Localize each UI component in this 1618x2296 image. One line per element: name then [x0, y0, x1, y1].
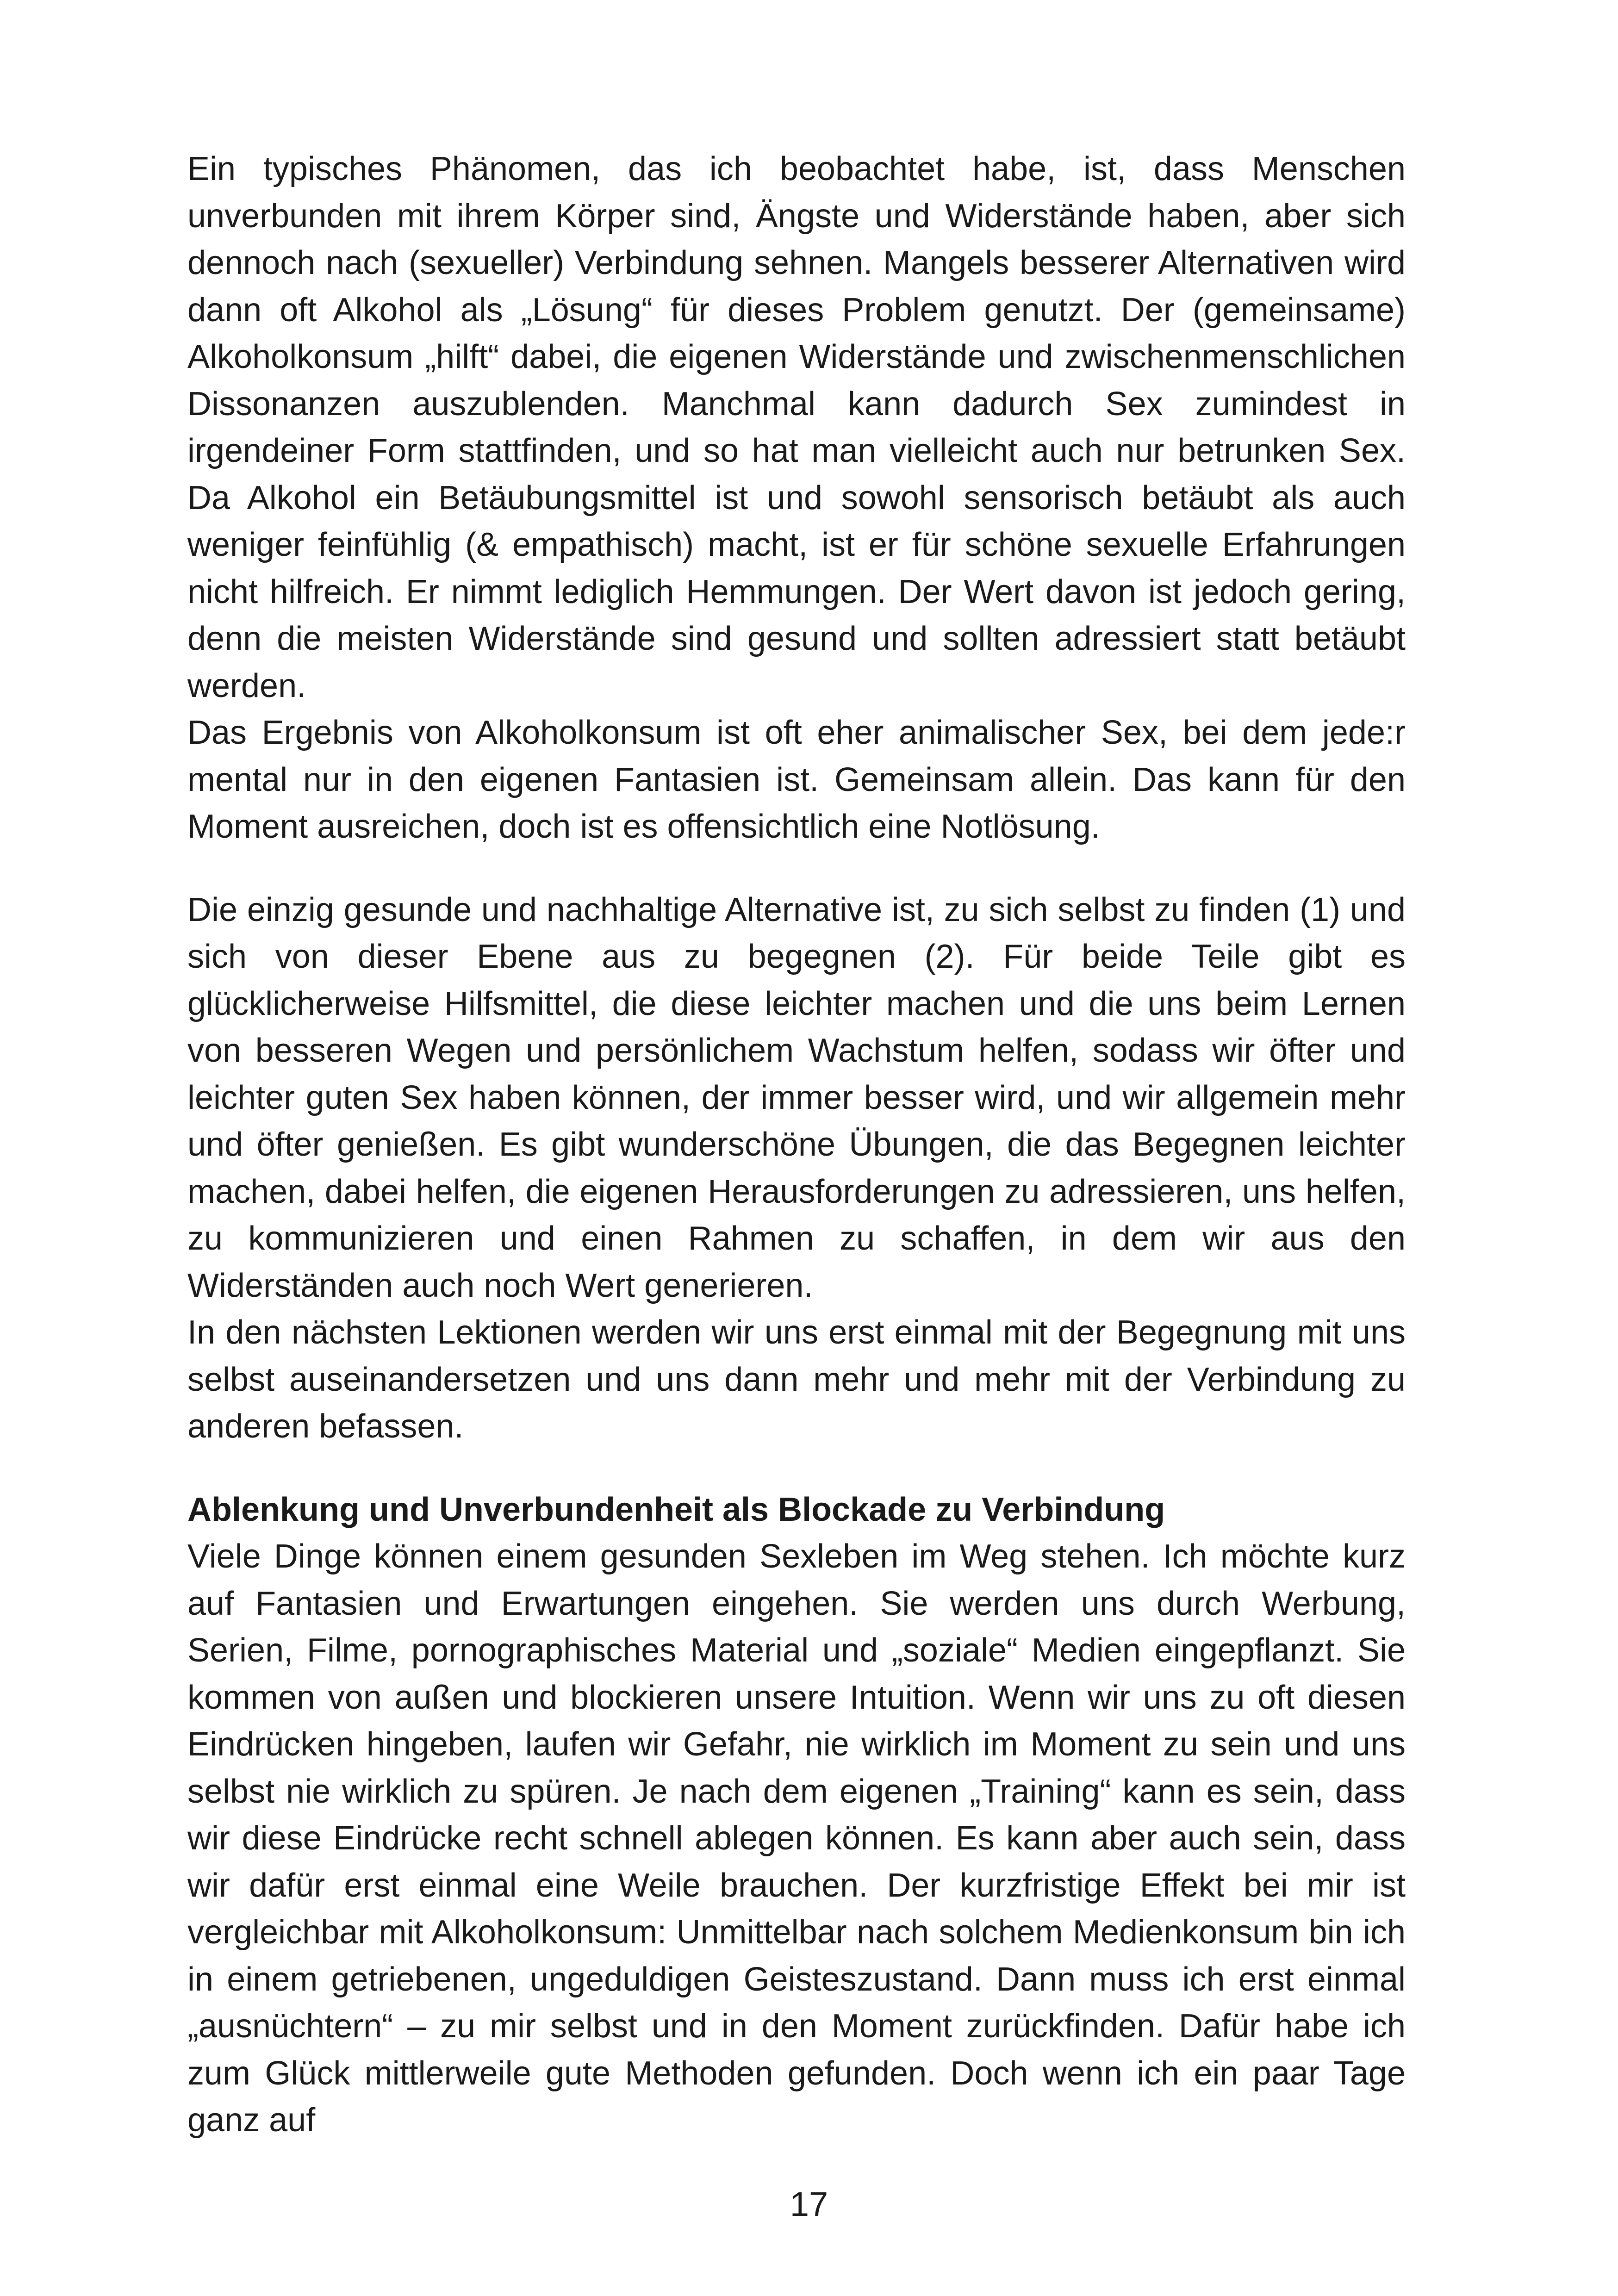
paragraph: Viele Dinge können einem gesunden Sexleben im Weg stehen. Ich möchte kurz auf Fantasien und Erwartungen eingehen. Sie werden uns durch Werbung, Serien, Filme, pornographisches Material und „soziale“ Medien eingepflanzt. Sie kommen von außen und blockieren unsere Intuition. Wenn wir uns zu oft diesen Eindrücken hingeben, laufen wir Gefahr, nie wirklich im Moment zu sein und uns selbst nie wirklich zu spüren. Je nach dem eigenen „Training“ kann es sein, dass wir diese Eindrücke recht schnell ablegen können. Es kann aber auch sein, dass wir dafür erst einmal eine Weile brauchen. Der kurzfristige Effekt bei mir ist vergleichbar mit Alkoholkonsum: Unmittelbar nach solchem Medienkonsum bin ich in einem getriebenen, ungeduldigen Geisteszustand. Dann muss ich erst einmal „ausnüchtern“ – zu mir selbst und in den Moment zurückfinden. Dafür habe ich zum Glück mittlerweile gute Methoden gefunden. Doch wenn ich ein paar Tage ganz auf	[187, 1538, 1406, 2139]
paragraph: In den nächsten Lektionen werden wir uns erst einmal mit der Begegnung mit uns selbst auseinandersetzen und uns dann mehr und mehr mit der Verbindung zu anderen befassen.	[187, 1314, 1406, 1445]
paragraph: Ein typisches Phänomen, das ich beobachtet habe, ist, dass Menschen unverbunden mit ihrem Körper sind, Ängste und Widerstände haben, aber sich dennoch nach (sexueller) Verbindung sehnen. Mangels besserer Alternativen wird dann oft Alkohol als „Lösung“ für dieses Problem genutzt. Der (gemeinsame) Alkoholkonsum „hilft“ dabei, die eigenen Widerstände und zwischenmenschlichen Dissonanzen auszublenden. Manchmal kann dadurch Sex zumindest in irgendeiner Form stattfinden, und so hat man vielleicht auch nur betrunken Sex. Da Alkohol ein Betäubungsmittel ist und sowohl sensorisch betäubt als auch weniger feinfühlig (& empathisch) macht, ist er für schöne sexuelle Erfahrungen nicht hilfreich. Er nimmt lediglich Hemmungen. Der Wert davon ist jedoch gering, denn die meisten Widerstände sind gesund und sollten adressiert statt betäubt werden.	[187, 150, 1406, 704]
paragraph: Das Ergebnis von Alkoholkonsum ist oft eher animalischer Sex, bei dem jede:r mental nur in den eigenen Fantasien ist. Gemeinsam allein. Das kann für den Moment ausreichen, doch ist es offensichtlich eine Notlösung.	[187, 714, 1406, 845]
paragraph-spacer	[187, 1450, 1406, 1487]
page-content	[187, 146, 1406, 2144]
section-heading: Ablenkung und Unverbundenheit als Blockade zu Verbindung	[187, 1491, 1165, 1528]
page-number: 17	[790, 2185, 828, 2223]
paragraph: Die einzig gesunde und nachhaltige Alternative ist, zu sich selbst zu finden (1) und sich von dieser Ebene aus zu begegnen (2). Für beide Teile gibt es glücklicherweise Hilfsmittel, die diese leichter machen und die uns beim Lernen von besseren Wegen und persönlichem Wachstum helfen, sodass wir öfter und leichter guten Sex haben können, der immer besser wird, und wir allgemein mehr und öfter genießen. Es gibt wunderschöne Übungen, die das Begegnen leichter machen, dabei helfen, die eigenen Herausforderungen zu adressieren, uns helfen, zu kommunizieren und einen Rahmen zu schaffen, in dem wir aus den Widerständen auch noch Wert generieren.	[187, 891, 1406, 1304]
paragraph-spacer	[187, 851, 1406, 887]
